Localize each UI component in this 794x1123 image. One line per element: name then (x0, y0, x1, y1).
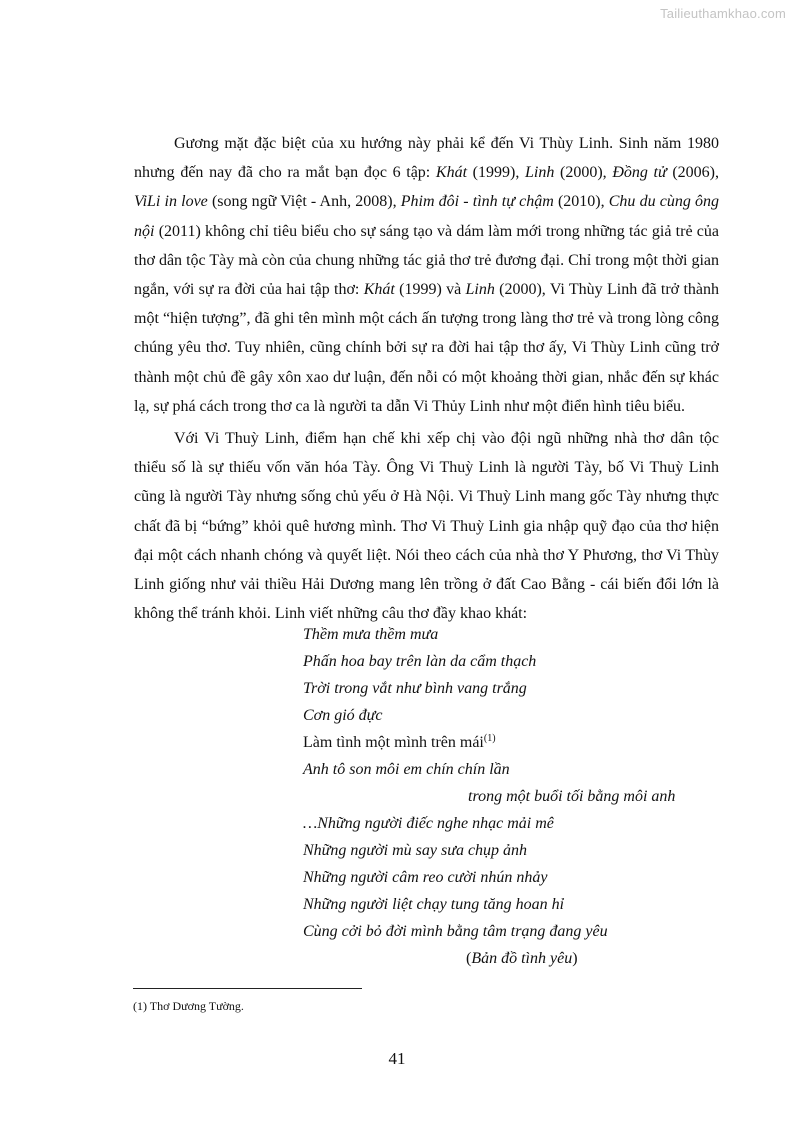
poem-line: Những người liệt chạy tung tăng hoan hỉ (303, 896, 565, 913)
source-open-paren: ( (466, 950, 472, 967)
book-title: Linh (465, 281, 495, 299)
book-title: Phim đôi - tình tự chậm (400, 193, 554, 211)
paragraph-vi-thuy-linh-intro (134, 129, 719, 421)
poem-source-title: Bản đồ tình yêu (471, 950, 573, 967)
watermark-text: Tailieuthamkhao.com (660, 6, 786, 21)
text-run: (1999), (467, 164, 525, 182)
poem-line: Những người câm reo cười nhún nhảy (303, 869, 548, 886)
book-title: ViLi in love (134, 193, 208, 211)
poem-line: Những người mù say sưa chụp ảnh (303, 842, 528, 859)
poem-line: Anh tô son môi em chín chín lần (303, 761, 510, 778)
text-run: Gương mặt đặc biệt của xu hướng này phải kể đến Vi Thùy Linh. Sinh năm 1980 nhưng đến nay đã cho ra mắt bạn đọc 6 tập: (134, 135, 719, 182)
text-run: (2011) không chỉ tiêu biểu cho sự sáng tạo và dám làm mới trong những tác giả trẻ của thơ dân tộc Tày mà còn của chung những tác giả thơ trẻ đương đại. Chỉ trong một thời gian ngắn, với sự ra đời của hai tập thơ: (134, 222, 719, 299)
book-title: Khát (435, 164, 468, 182)
footnote-marker: (1) (483, 733, 496, 744)
text-run: (song ngữ Việt - Anh, 2008), (207, 193, 401, 211)
book-title: Chu du cùng ông nội (134, 193, 719, 240)
poem-line: Phấn hoa bay trên làn da cẩm thạch (303, 653, 537, 670)
text-run: (2010), (553, 193, 609, 211)
poem-line-indented: trong một buổi tối bằng môi anh (468, 788, 676, 805)
poem-line-with-footnote (303, 729, 723, 756)
book-title: Khát (363, 281, 395, 299)
body-text (134, 129, 719, 628)
footnote-text: (1) Thơ Dương Tường. (133, 999, 244, 1013)
poem-line: …Những người điếc nghe nhạc mải mê (303, 815, 554, 832)
poem-line-text: Làm tình một mình trên mái (303, 734, 484, 751)
text-run: (2000), Vi Thùy Linh đã trở thành một “hiện tượng”, đã ghi tên mình một cách ấn tượng trong làng thơ trẻ và trong lòng công chúng yêu thơ. Tuy nhiên, cũng chính bởi sự ra đời hai tập thơ ấy, Vi Thùy Linh cũng trở thành một chủ đề gây xôn xao dư luận, đến nỗi có một khoảng thời gian, nhắc đến sự khác lạ, sự phá cách trong thơ ca là người ta dẫn Vi Thủy Linh như một điển hình tiêu biểu. (134, 281, 720, 415)
book-title: Linh (525, 164, 555, 182)
page-number: 41 (388, 1049, 406, 1068)
poem-line: Cơn gió đực (303, 707, 383, 724)
footnote-divider (133, 988, 362, 989)
text-run: (1999) và (394, 281, 466, 299)
poem-line: Trời trong vắt như bình vang trắng (303, 680, 527, 697)
source-close-paren: ) (572, 950, 578, 967)
poem-line: Cùng cởi bỏ đời mình bằng tâm trạng đang yêu (303, 923, 608, 940)
poem-line: Thềm mưa thềm mưa (303, 626, 439, 643)
paragraph-vi-thuy-linh-culture (134, 424, 719, 628)
poem-source (303, 945, 723, 972)
poem-excerpt (303, 621, 723, 972)
text-run: (2000), (554, 164, 613, 182)
book-title: Đồng tử (612, 164, 667, 182)
text-run: Với Vi Thuỳ Linh, điểm hạn chế khi xếp chị vào đội ngũ những nhà thơ dân tộc thiểu số là sự thiếu vốn văn hóa Tày. Ông Vi Thuỳ Linh là người Tày, bố Vi Thuỳ Linh cũng là người Tày nhưng sống chủ yếu ở Hà Nội. Vi Thuỳ Linh mang gốc Tày nhưng thực chất đã bị “bứng” khỏi quê hương mình. Thơ Vi Thuỳ Linh gia nhập quỹ đạo của thơ hiện đại một cách nhanh chóng và quyết liệt. Nói theo cách của nhà thơ Y Phương, thơ Vi Thùy Linh giống như vải thiều Hải Dương mang lên trồng ở đất Cao Bằng - cái biến đổi lớn là không thể tránh khỏi. Linh viết những câu thơ đầy khao khát: (134, 430, 719, 623)
text-run: (2006), (666, 164, 720, 182)
